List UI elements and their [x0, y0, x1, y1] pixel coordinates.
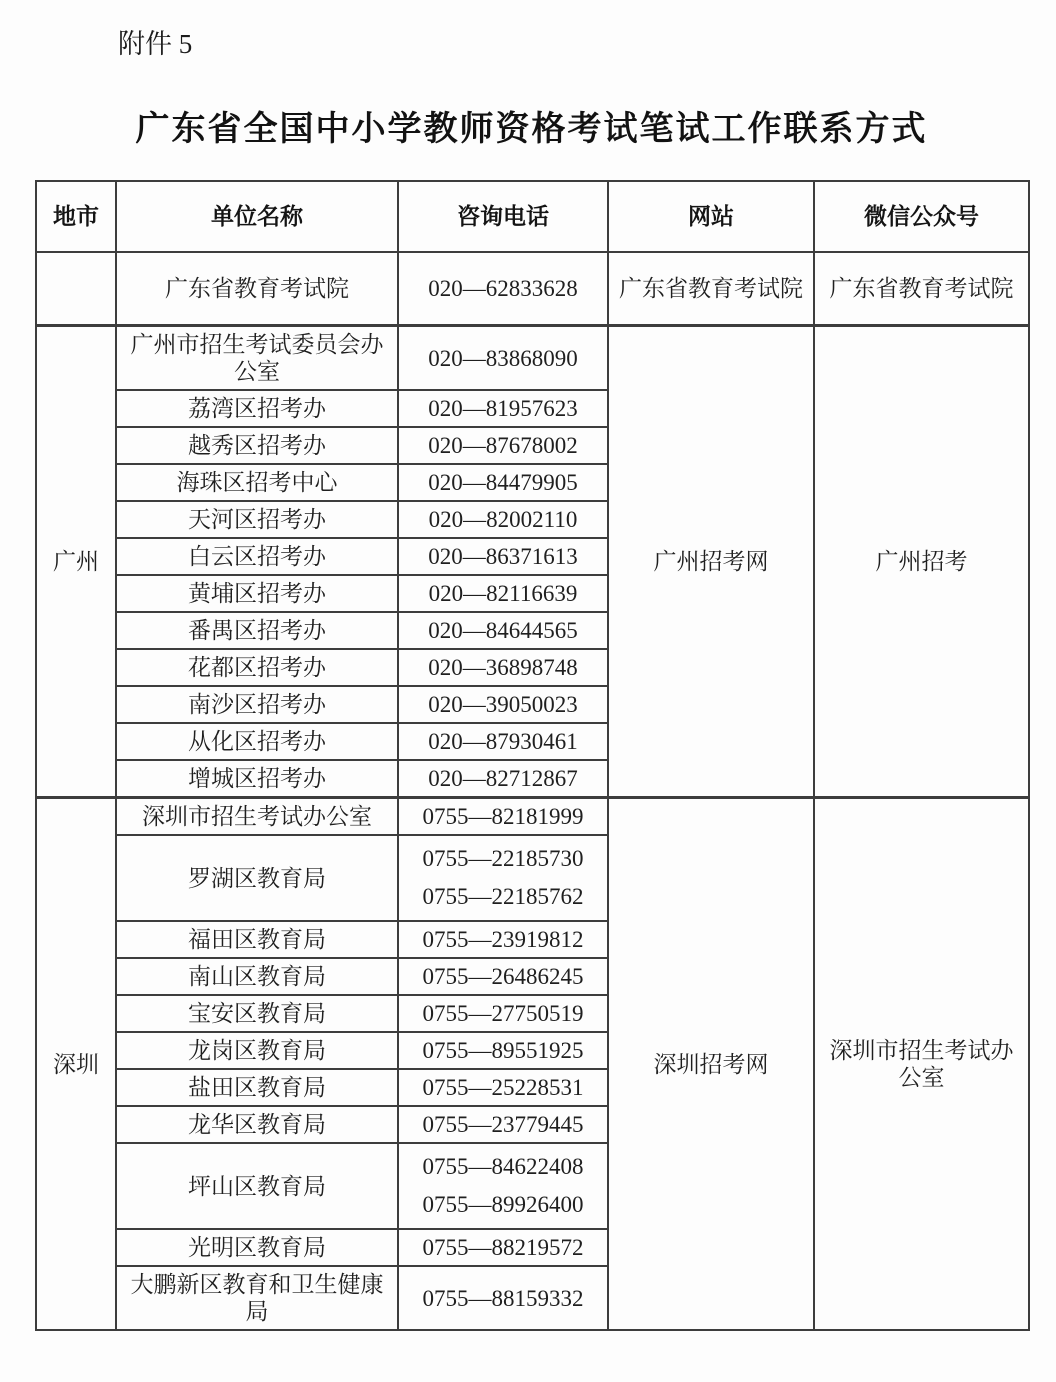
phone-number: 020—36898748: [428, 655, 578, 680]
phone-number: 0755—23779445: [422, 1112, 584, 1137]
phone-number: 0755—22185762: [422, 884, 584, 909]
phone-number: 0755—89926400: [422, 1192, 584, 1217]
phone-number: 0755—27750519: [422, 1001, 584, 1026]
phone-number: 020—82116639: [428, 581, 578, 606]
unit-cell: 福田区教育局: [116, 921, 398, 958]
unit-cell: 罗湖区教育局: [116, 835, 398, 921]
unit-cell: 增城区招考办: [116, 760, 398, 798]
unit-cell: 龙华区教育局: [116, 1106, 398, 1143]
attachment-label: 附件 5: [118, 29, 193, 59]
table-row: [36, 252, 1029, 326]
phone-number: 0755—88219572: [422, 1235, 584, 1260]
phone-cell: [398, 612, 608, 649]
city-cell: [36, 252, 116, 326]
unit-cell: 广州市招生考试委员会办公室: [116, 326, 398, 391]
phone-cell: [398, 798, 608, 836]
website-cell: 广东省教育考试院: [608, 252, 814, 326]
unit-cell: 龙岗区教育局: [116, 1032, 398, 1069]
website-cell: 深圳招考网: [608, 798, 814, 1331]
phone-number: 020—87678002: [428, 433, 578, 458]
header-website: 网站: [608, 181, 814, 252]
phone-number: 0755—22185730: [422, 846, 584, 871]
unit-cell: 光明区教育局: [116, 1229, 398, 1266]
unit-cell: 天河区招考办: [116, 501, 398, 538]
phone-number: 0755—23919812: [422, 927, 584, 952]
unit-cell: 白云区招考办: [116, 538, 398, 575]
phone-cell: [398, 1106, 608, 1143]
contact-table-body: [36, 252, 1029, 1330]
phone-cell: [398, 252, 608, 326]
phone-cell: [398, 501, 608, 538]
unit-cell: 宝安区教育局: [116, 995, 398, 1032]
wechat-cell: 深圳市招生考试办公室: [814, 798, 1029, 1331]
city-cell: 深圳: [36, 798, 116, 1331]
unit-cell: 南山区教育局: [116, 958, 398, 995]
phone-cell: [398, 427, 608, 464]
unit-cell: 越秀区招考办: [116, 427, 398, 464]
phone-number: 020—84479905: [428, 470, 578, 495]
phone-cell: [398, 390, 608, 427]
phone-cell: [398, 464, 608, 501]
unit-cell: 盐田区教育局: [116, 1069, 398, 1106]
phone-cell: [398, 760, 608, 798]
contact-table: [35, 180, 1030, 1331]
phone-cell: [398, 835, 608, 921]
phone-cell: [398, 326, 608, 391]
website-cell: 广州招考网: [608, 326, 814, 798]
unit-cell: 深圳市招生考试办公室: [116, 798, 398, 836]
wechat-cell: 广州招考: [814, 326, 1029, 798]
phone-number: 0755—89551925: [422, 1038, 584, 1063]
phone-number: 020—82002110: [428, 507, 578, 532]
unit-cell: 坪山区教育局: [116, 1143, 398, 1229]
phone-number: 0755—88159332: [422, 1285, 584, 1311]
phone-cell: [398, 1069, 608, 1106]
phone-number: 020—84644565: [428, 618, 578, 643]
header-city: 地市: [36, 181, 116, 252]
phone-cell: [398, 1266, 608, 1330]
unit-cell: 黄埔区招考办: [116, 575, 398, 612]
phone-cell: [398, 575, 608, 612]
phone-number: 0755—84622408: [422, 1154, 584, 1179]
unit-cell: 荔湾区招考办: [116, 390, 398, 427]
phone-cell: [398, 686, 608, 723]
phone-number: 0755—82181999: [422, 804, 584, 829]
unit-cell: 花都区招考办: [116, 649, 398, 686]
table-row: [36, 326, 1029, 391]
phone-cell: [398, 921, 608, 958]
phone-number: 020—83868090: [428, 345, 578, 371]
city-cell: 广州: [36, 326, 116, 798]
unit-cell: 从化区招考办: [116, 723, 398, 760]
phone-number: 020—87930461: [428, 729, 578, 754]
phone-number: 020—39050023: [428, 692, 578, 717]
table-row: [36, 798, 1029, 836]
header-wechat: 微信公众号: [814, 181, 1029, 252]
phone-cell: [398, 1229, 608, 1266]
phone-cell: [398, 649, 608, 686]
phone-cell: [398, 1032, 608, 1069]
phone-cell: [398, 538, 608, 575]
wechat-cell: 广东省教育考试院: [814, 252, 1029, 326]
unit-cell: 南沙区招考办: [116, 686, 398, 723]
unit-cell: 海珠区招考中心: [116, 464, 398, 501]
header-unit-name: 单位名称: [116, 181, 398, 252]
phone-number: 020—62833628: [428, 276, 578, 301]
unit-cell: 广东省教育考试院: [116, 252, 398, 326]
phone-cell: [398, 723, 608, 760]
phone-number: 0755—25228531: [422, 1075, 584, 1100]
phone-number: 020—81957623: [428, 396, 578, 421]
phone-cell: [398, 995, 608, 1032]
phone-cell: [398, 1143, 608, 1229]
unit-cell: 番禺区招考办: [116, 612, 398, 649]
header-phone: 咨询电话: [398, 181, 608, 252]
phone-number: 020—82712867: [428, 766, 578, 791]
phone-cell: [398, 958, 608, 995]
page-title: 广东省全国中小学教师资格考试笔试工作联系方式: [135, 111, 928, 148]
unit-cell: 大鹏新区教育和卫生健康局: [116, 1266, 398, 1330]
phone-number: 0755—26486245: [422, 964, 584, 989]
phone-number: 020—86371613: [428, 544, 578, 569]
table-header-row: [36, 181, 1029, 252]
